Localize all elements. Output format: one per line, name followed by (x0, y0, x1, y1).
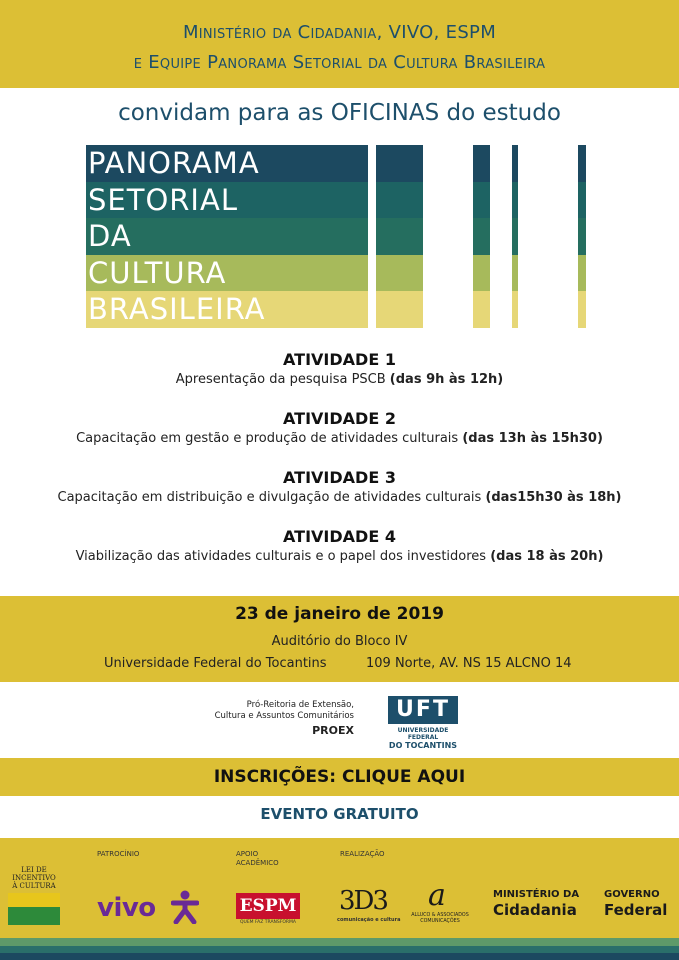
panorama-word: BRASILEIRA (88, 292, 266, 327)
free-event-label: EVENTO GRATUITO (260, 805, 419, 823)
3d3-tagline: comunicação e cultura (337, 917, 401, 923)
uft-logo (386, 696, 460, 750)
alluco-logo: ALLUCO & ASSOCIADOS COMUNICAÇÕES (411, 913, 469, 924)
panorama-word: CULTURA (88, 255, 227, 290)
activity-title: ATIVIDADE 3 (283, 468, 396, 487)
proex-line-1: Pró-Reitoria de Extensão, (246, 700, 354, 710)
lei-incentivo-flag-icon (8, 893, 60, 925)
footer-stripe-navy (0, 953, 679, 960)
activity-title: ATIVIDADE 1 (283, 350, 396, 369)
activity-time: (das 13h às 15h30) (462, 431, 603, 446)
panorama-gap (490, 145, 512, 328)
event-auditorium: Auditório do Bloco IV (271, 634, 408, 649)
footer-stripe-green (0, 938, 679, 946)
panorama-word: SETORIAL (88, 182, 238, 217)
event-address: 109 Norte, AV. NS 15 ALCNO 14 (366, 656, 572, 671)
activity-title: ATIVIDADE 2 (283, 409, 396, 428)
panorama-word: PANORAMA (88, 146, 260, 180)
uft-line-2: DO TOCANTINS (388, 741, 458, 750)
invite-text: convidam para as OFICINAS do estudo (118, 100, 561, 126)
event-date: 23 de janeiro de 2019 (235, 604, 444, 624)
activity-time: (das15h30 às 18h) (485, 490, 622, 505)
panorama-gap (423, 145, 473, 328)
lei-incentivo-logo: LEI DE INCENTIVO À CULTURA (12, 866, 56, 890)
3d3-logo: 3D3 (339, 886, 387, 916)
footer-stripe-teal (0, 946, 679, 953)
activity-4 (0, 527, 679, 567)
alluco-logo-mark: a (428, 878, 446, 913)
uft-line-1: UNIVERSIDADE FEDERAL (397, 727, 449, 741)
espm-tagline: QUEM FAZ TRANSFORMA (240, 920, 296, 925)
header-line-2: e Equipe Panorama Setorial da Cultura Brasileira (133, 52, 546, 73)
proex-logo (180, 700, 354, 736)
header-banner (0, 0, 679, 88)
activity-time: (das 9h às 12h) (389, 372, 504, 387)
activities-list (0, 350, 679, 586)
uft-logo-mark: UFT (388, 696, 458, 724)
event-university: Universidade Federal do Tocantins (104, 656, 327, 671)
activity-3 (0, 468, 679, 508)
venue-banner (0, 596, 679, 682)
header-line-1: Ministério da Cidadania, VIVO, ESPM (182, 22, 497, 43)
panorama-gap (368, 145, 376, 328)
activity-title: ATIVIDADE 4 (283, 527, 396, 546)
proex-name: PROEX (312, 724, 354, 737)
activity-1 (0, 350, 679, 390)
activity-description: Apresentação da pesquisa PSCB (das 9h às 12h) (175, 372, 504, 387)
vivo-figure-icon (171, 890, 199, 924)
activity-2 (0, 409, 679, 449)
activity-description: Capacitação em distribuição e divulgação de atividades culturais (das15h30 às 18h) (57, 490, 622, 505)
proex-line-2: Cultura e Assuntos Comunitários (214, 711, 354, 721)
ministerio-line-2: Cidadania (493, 901, 577, 919)
realizacao-caption: REALIZAÇÃO (340, 850, 385, 858)
ministerio-line-1: MINISTÉRIO DA (493, 889, 580, 900)
panorama-word: DA (88, 219, 132, 254)
panorama-logo (86, 145, 596, 328)
activity-description: Viabilização das atividades culturais e o papel dos investidores (das 18 às 20h) (75, 549, 604, 564)
panorama-gap (586, 145, 596, 328)
espm-logo: ESPM (236, 893, 300, 919)
panorama-gap (518, 145, 578, 328)
apoio-caption: APOIO ACADÊMICO (236, 850, 279, 867)
vivo-logo: vivo (97, 893, 156, 923)
patrocinio-caption: PATROCÍNIO (97, 850, 140, 858)
activity-time: (das 18 às 20h) (490, 549, 604, 564)
registration-link[interactable]: INSCRIÇÕES: CLIQUE AQUI (0, 758, 679, 796)
governo-line-2: Federal (604, 901, 668, 919)
activity-description: Capacitação em gestão e produção de atividades culturais (das 13h às 15h30) (76, 431, 603, 446)
governo-line-1: GOVERNO (604, 889, 660, 900)
